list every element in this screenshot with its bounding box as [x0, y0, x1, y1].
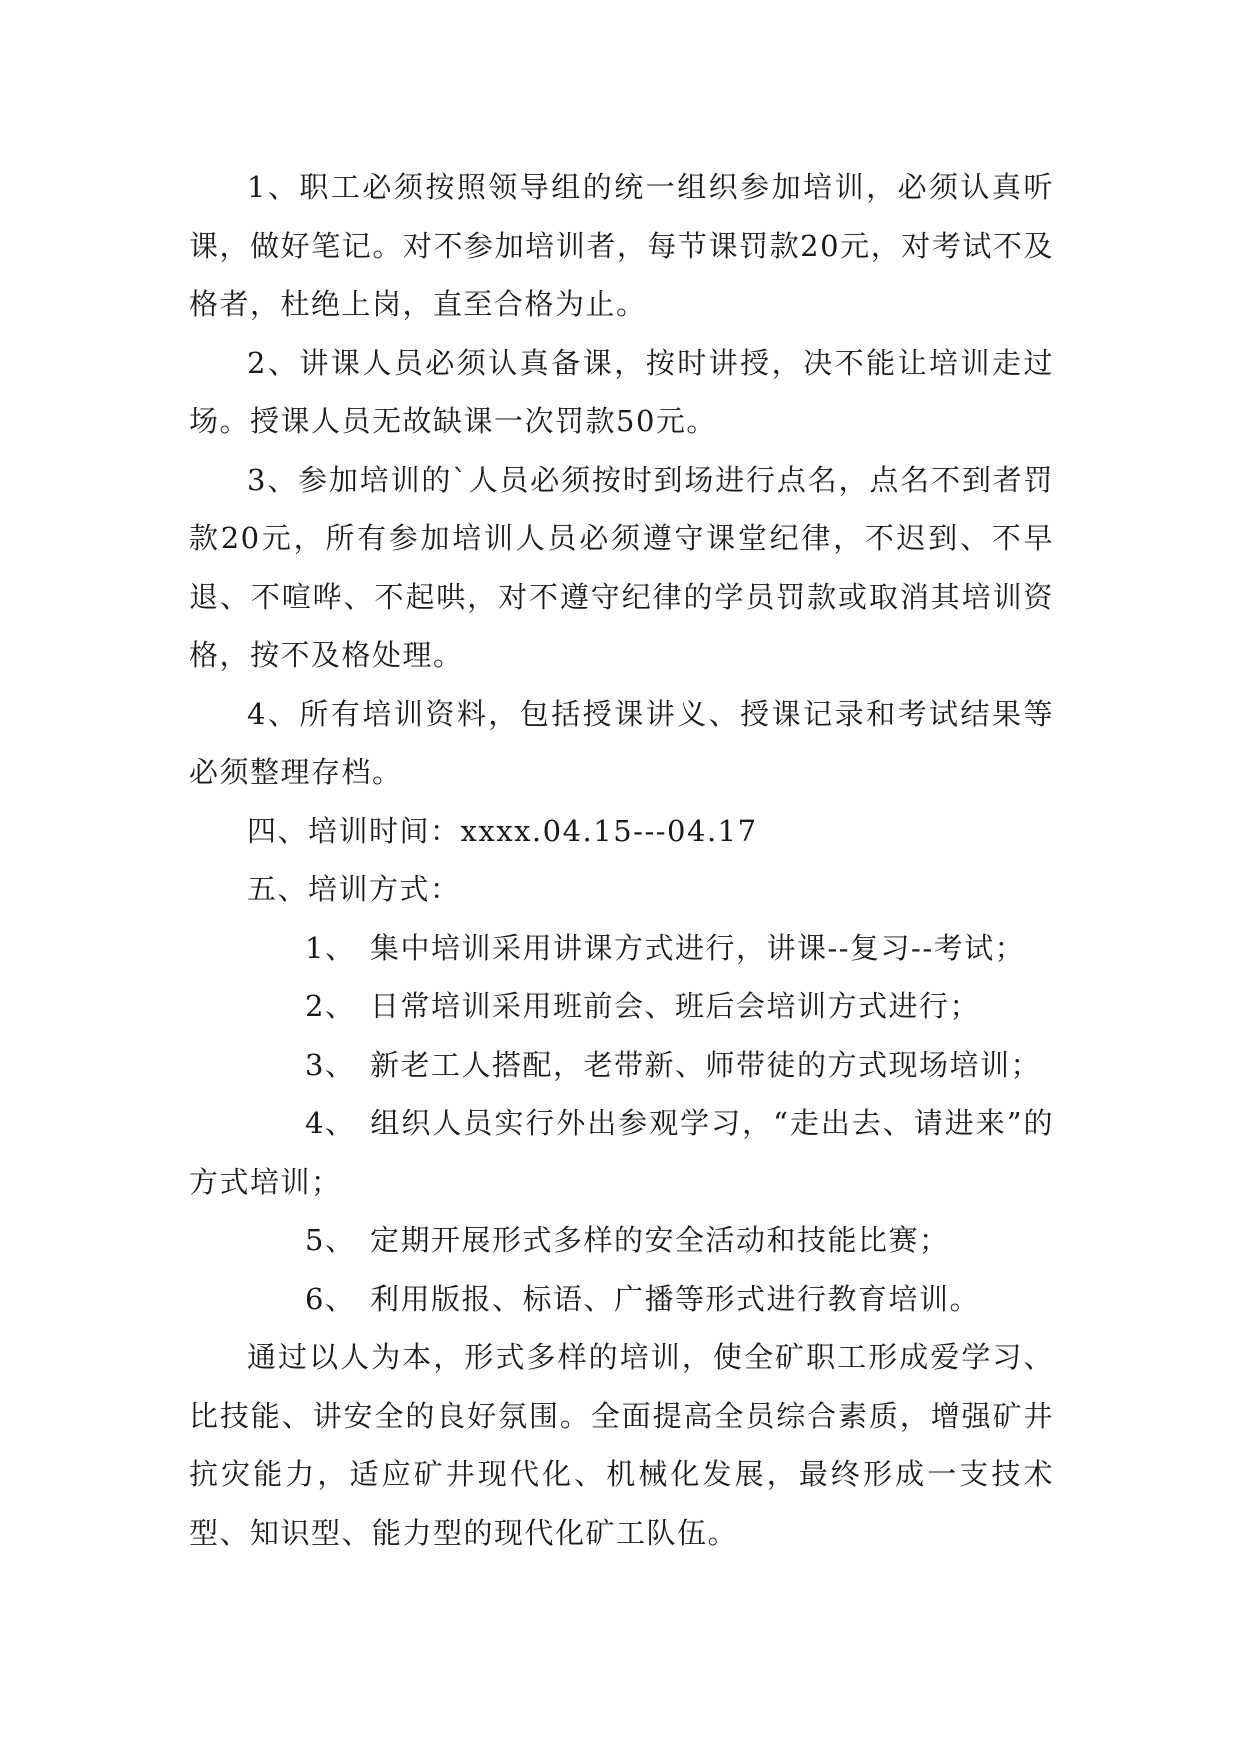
method-item-6 — [189, 1270, 1054, 1329]
method-item-number: 1、 — [305, 930, 356, 965]
method-item-text: 定期开展形式多样的安全活动和技能比赛； — [369, 1223, 950, 1257]
method-item-3 — [189, 1036, 1054, 1095]
document-body — [189, 158, 1054, 1562]
method-item-text: 日常培训采用班前会、班后会培训方式进行； — [369, 989, 980, 1023]
method-item-2 — [189, 977, 1054, 1036]
method-item-1 — [189, 919, 1054, 978]
training-methods-heading: 五、培训方式： — [247, 872, 461, 906]
method-item-number: 4、 — [305, 1106, 356, 1140]
rule-paragraph-1: 1、职工必须按照领导组的统一组织参加培训，必须认真听课，做好笔记。对不参加培训者，每节课罚款20元，对考试不及格者，杜绝上岗，直至合格为止。 — [189, 170, 1054, 321]
method-item-text: 组织人员实行外出参观学习，“走出去、请进来”的方式培训； — [189, 1106, 1054, 1199]
method-item-number: 6、 — [305, 1281, 356, 1316]
method-item-number: 2、 — [305, 989, 356, 1023]
method-item-text: 集中培训采用讲课方式进行，讲课--复习--考试； — [369, 930, 1026, 965]
method-item-number: 5、 — [305, 1223, 356, 1257]
rule-paragraph-2: 2、讲课人员必须认真备课，按时讲授，决不能让培训走过场。授课人员无故缺课一次罚款50元。 — [189, 345, 1054, 438]
method-item-4 — [189, 1094, 1054, 1211]
method-item-text: 利用版报、标语、广播等形式进行教育培训。 — [369, 1281, 980, 1316]
rule-paragraph-3: 3、参加培训的`人员必须按时到场进行点名，点名不到者罚款20元，所有参加培训人员必须遵守课堂纪律，不迟到、不早退、不喧哗、不起哄，对不遵守纪律的学员罚款或取消其培训资格，按不及格处理。 — [189, 462, 1054, 672]
training-time-heading: 四、培训时间：xxxx.04.15---04.17 — [247, 813, 758, 848]
method-item-5 — [189, 1211, 1054, 1270]
conclusion-paragraph: 通过以人为本，形式多样的培训，使全矿职工形成爱学习、比技能、讲安全的良好氛围。全面提高全员综合素质，增强矿井抗灾能力，适应矿井现代化、机械化发展，最终形成一支技术型、知识型、能力型的现代化矿工队伍。 — [189, 1340, 1054, 1550]
method-item-text: 新老工人搭配，老带新、师带徒的方式现场培训； — [369, 1047, 1041, 1082]
method-item-number: 3、 — [305, 1047, 356, 1082]
rule-paragraph-4: 4、所有培训资料，包括授课讲义、授课记录和考试结果等必须整理存档。 — [189, 696, 1054, 789]
